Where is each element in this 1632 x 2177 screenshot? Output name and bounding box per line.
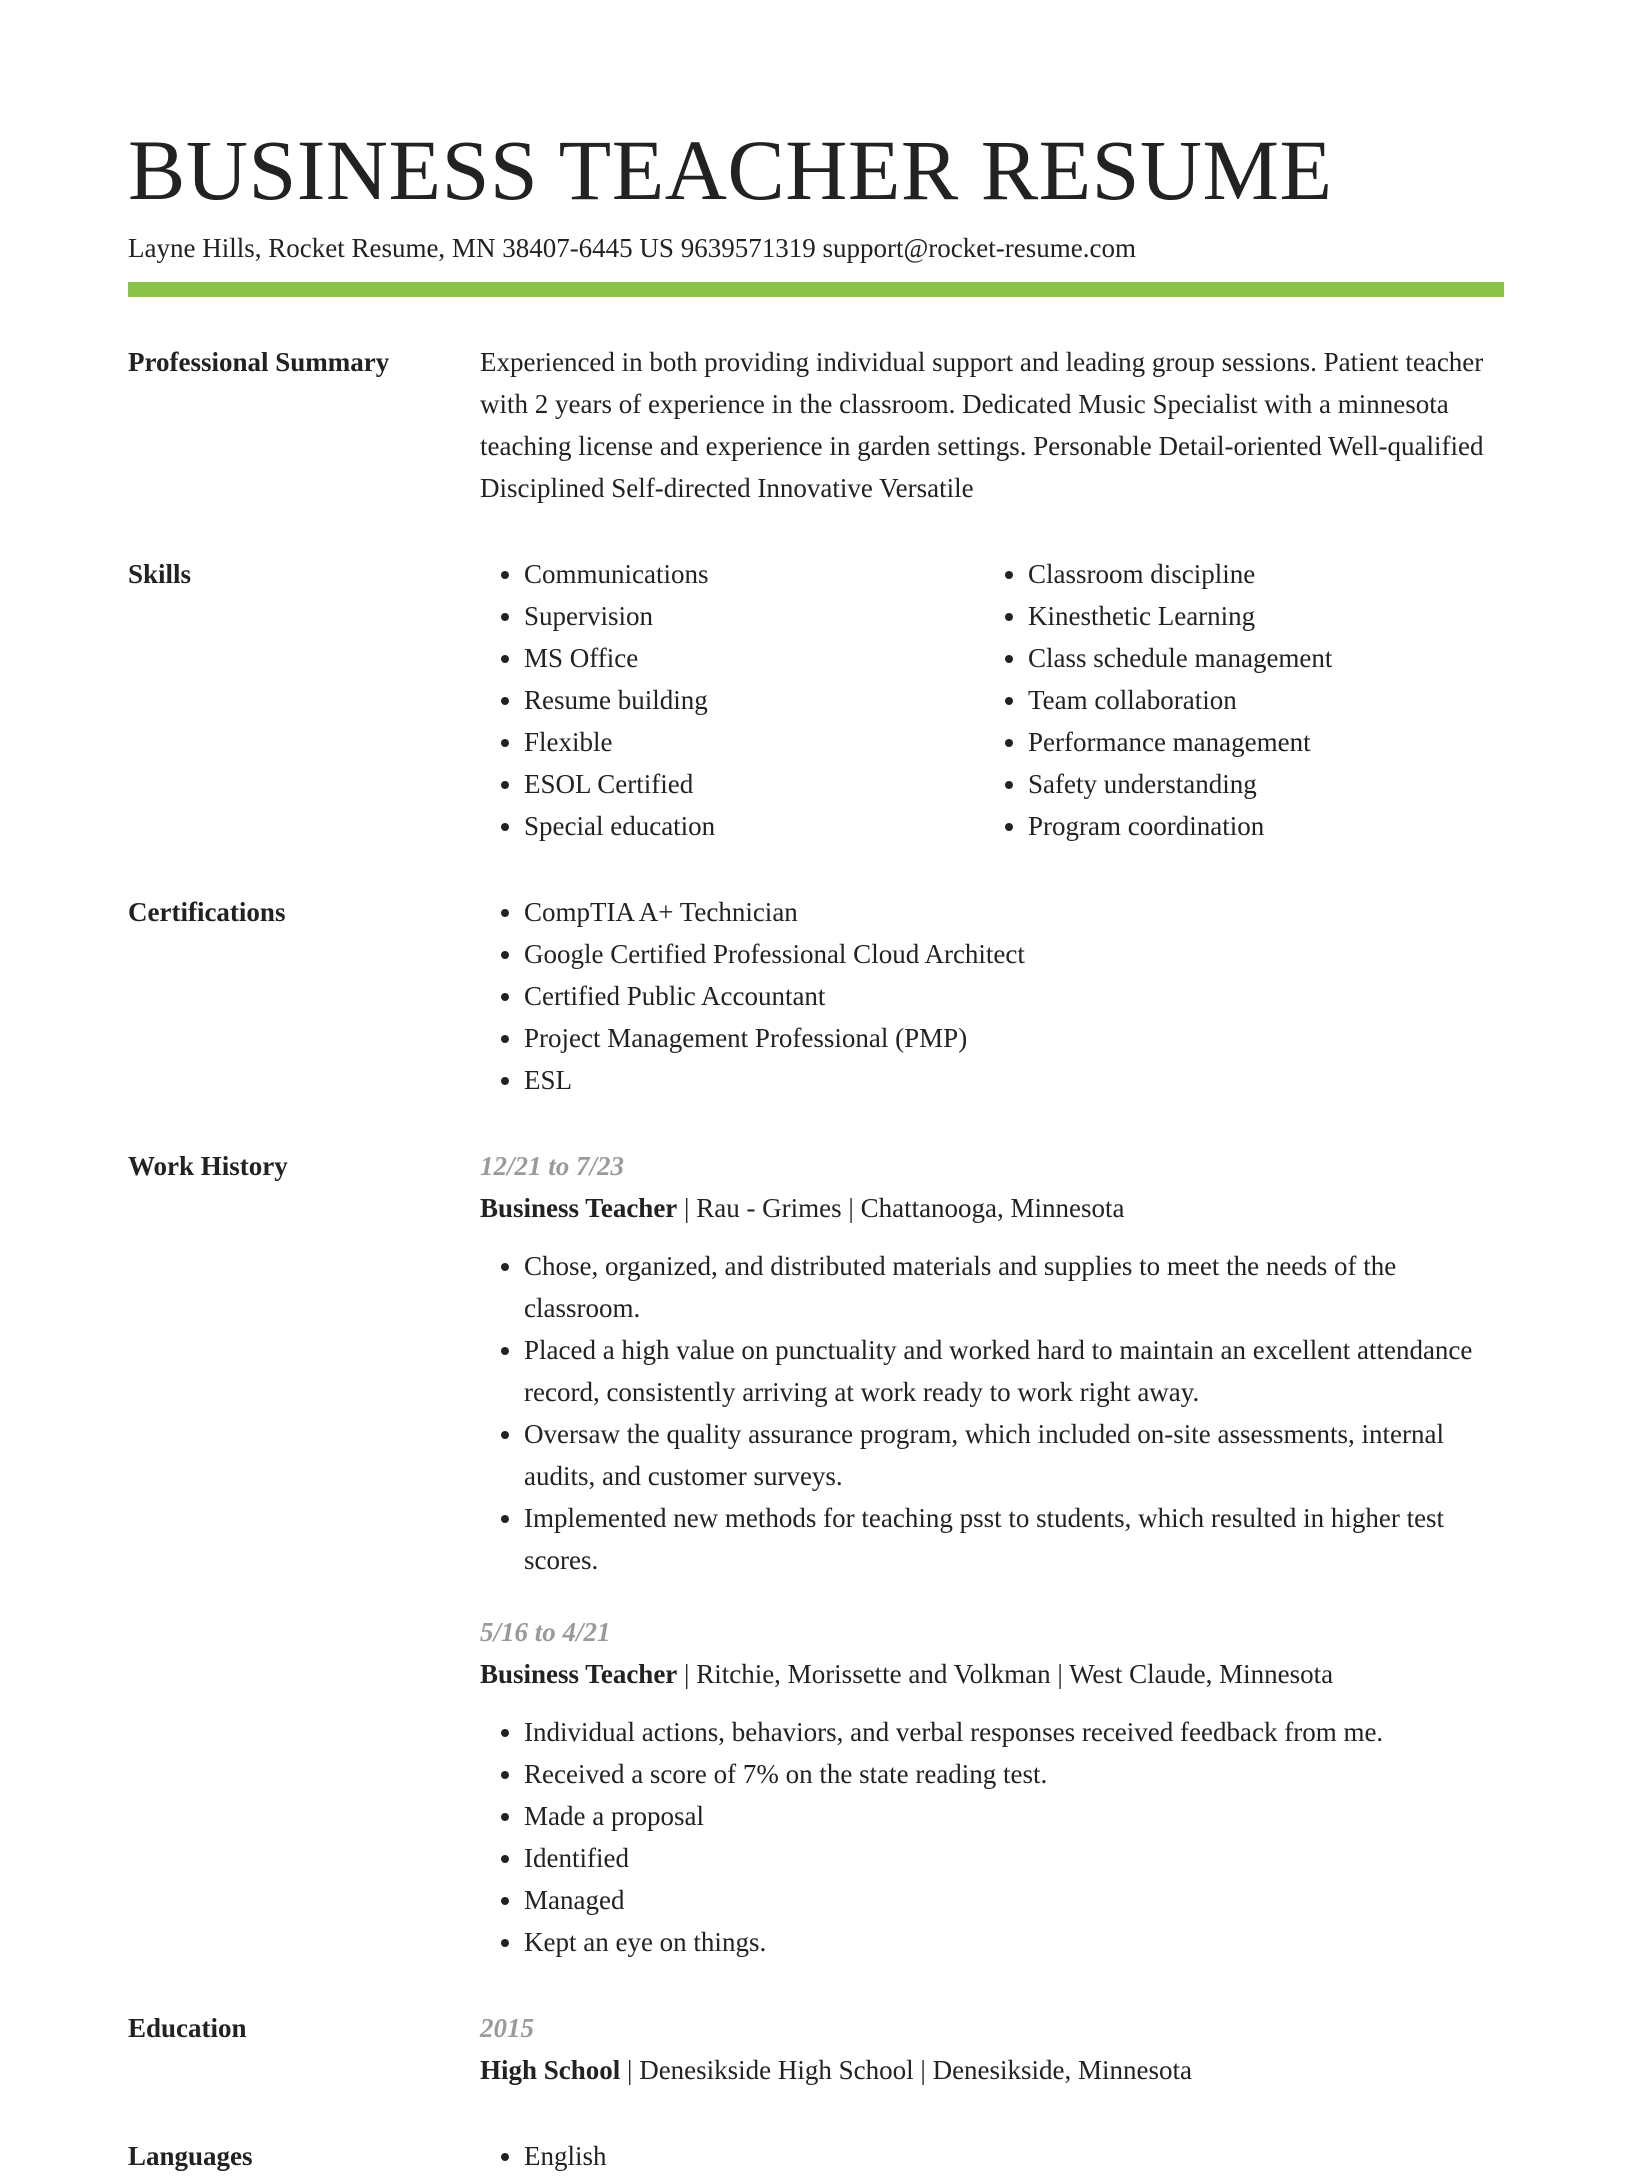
list-item: • Placed a high value on punctuality and worked hard to maintain an excellent attendance record, consistently arriving at work ready to work right away. [524,1329,1504,1413]
certifications-list [480,891,1504,1101]
list-item: • Managed [524,1879,1504,1921]
job-entry [480,1611,1504,1963]
job-details: | Ritchie, Morissette and Volkman | West Claude, Minnesota [677,1659,1334,1689]
skills-list-left [480,553,984,847]
languages-section [128,2135,1504,2177]
list-item: • CompTIA A+ Technician [524,891,1504,933]
contact-line: Layne Hills, Rocket Resume, MN 38407-6445 US 9639571319 support@rocket-resume.com [128,233,1136,263]
list-item: • Communications [524,553,984,595]
list-item: • Identified [524,1837,1504,1879]
list-item: • English [524,2135,1504,2177]
resume-page [128,120,1504,2177]
list-item: • Certified Public Accountant [524,975,1504,1017]
accent-divider [128,282,1504,297]
job-heading [480,1187,1504,1229]
section-label-summary: Professional Summary [128,347,390,377]
summary-section [128,341,1504,509]
list-item: • Received a score of 7% on the state reading test. [524,1753,1504,1795]
list-item: • Google Certified Professional Cloud Architect [524,933,1504,975]
list-item: • Safety understanding [1028,763,1488,805]
list-item: • MS Office [524,637,984,679]
resume-title: BUSINESS TEACHER RESUME [128,122,1333,218]
education-details: | Denesikside High School | Denesikside, Minnesota [620,2055,1193,2085]
section-label-languages: Languages [128,2141,253,2171]
list-item: • Special education [524,805,984,847]
section-label-certifications: Certifications [128,897,286,927]
education-degree: High School [480,2055,621,2085]
education-section [128,2007,1504,2091]
list-item: • Flexible [524,721,984,763]
section-label-skills: Skills [128,559,192,589]
list-item: • Performance management [1028,721,1488,763]
education-heading [480,2049,1504,2091]
job-dates: 12/21 to 7/23 [480,1151,625,1181]
skills-section [128,553,1504,847]
languages-list [480,2135,1504,2177]
job-title: Business Teacher [480,1193,678,1223]
list-item: • Kinesthetic Learning [1028,595,1488,637]
skills-list-right [984,553,1488,847]
list-item: • Kept an eye on things. [524,1921,1504,1963]
certifications-section [128,891,1504,1101]
list-item: • Made a proposal [524,1795,1504,1837]
job-bullets [480,1245,1504,1581]
job-entry [480,1145,1504,1581]
section-label-education: Education [128,2013,247,2043]
list-item: • Supervision [524,595,984,637]
list-item: • Implemented new methods for teaching psst to students, which resulted in higher test scores. [524,1497,1504,1581]
job-heading [480,1653,1504,1695]
list-item: • Classroom discipline [1028,553,1488,595]
job-dates: 5/16 to 4/21 [480,1617,611,1647]
list-item: • Program coordination [1028,805,1488,847]
list-item: • Resume building [524,679,984,721]
list-item: • Individual actions, behaviors, and verbal responses received feedback from me. [524,1711,1504,1753]
section-label-work-history: Work History [128,1151,288,1181]
summary-text: Experienced in both providing individual support and leading group sessions. Patient teacher with 2 years of experience in the classroom. Dedicated Music Specialist with a minnesota teaching license and experience in garden settings. Personable Detail-oriented Well-qualified Disciplined Self-directed Innovative Versatile [480,347,1484,503]
job-details: | Rau - Grimes | Chattanooga, Minnesota [677,1193,1125,1223]
list-item: • ESL [524,1059,1504,1101]
list-item: • ESOL Certified [524,763,984,805]
list-item: • Oversaw the quality assurance program, which included on-site assessments, internal audits, and customer surveys. [524,1413,1504,1497]
list-item: • Team collaboration [1028,679,1488,721]
list-item: • Chose, organized, and distributed materials and supplies to meet the needs of the classroom. [524,1245,1504,1329]
job-title: Business Teacher [480,1659,678,1689]
list-item: • Class schedule management [1028,637,1488,679]
list-item: • Project Management Professional (PMP) [524,1017,1504,1059]
education-year: 2015 [480,2013,534,2043]
work-history-section [128,1145,1504,1963]
job-bullets [480,1711,1504,1963]
